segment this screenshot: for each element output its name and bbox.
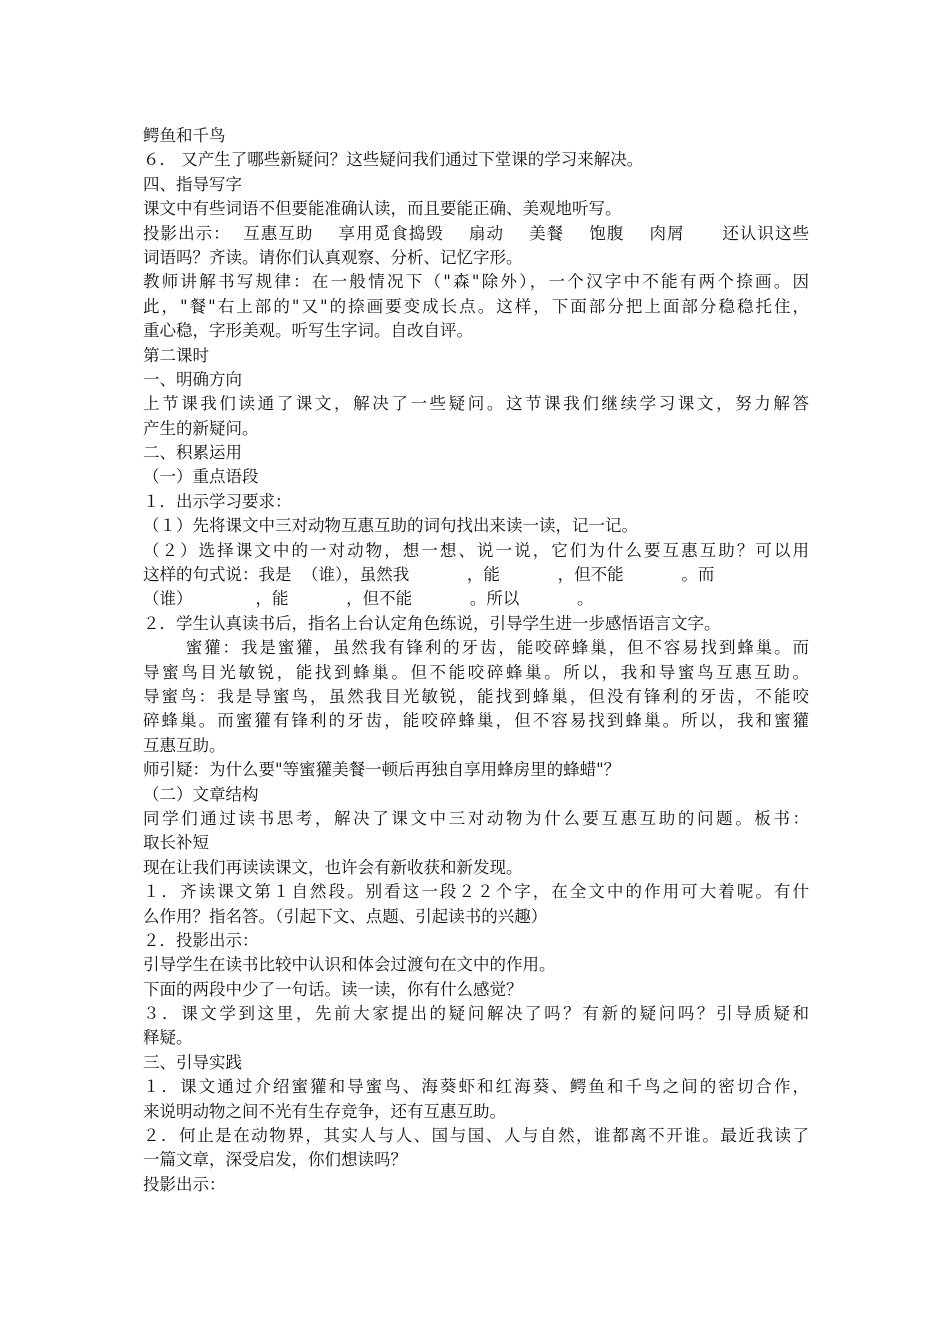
- text-line: 教师讲解书写规律：在一般情况下（"森"除外），一个汉字中不能有两个捺画。因: [143, 272, 809, 292]
- text-line: １．齐读课文第１自然段。别看这一段２２个字，在全文中的作用可大着呢。有什: [143, 882, 809, 902]
- text-line: 一篇文章，深受启发，你们想读吗？: [143, 1150, 407, 1170]
- text-line: ２．何止是在动物界，其实人与人、国与国、人与自然，谁都离不开谁。最近我读了: [143, 1126, 809, 1146]
- text-line: （谁） ，能 ，但不能 。所以 。: [143, 589, 594, 609]
- text-line: 第二课时: [143, 345, 209, 365]
- text-line: 鳄鱼和千鸟: [143, 126, 226, 145]
- text-line: 词语吗？齐读。请你们认真观察、分析、记忆字形。: [143, 247, 523, 267]
- text-line: 取长补短: [143, 833, 209, 853]
- text-line: 三、引导实践: [143, 1052, 242, 1072]
- text-line: 来说明动物之间不光有生存竞争，还有互惠互助。: [143, 1101, 506, 1121]
- text-line: 这样的句式说：我是 （谁），虽然我 ，能 ，但不能 。而: [143, 565, 715, 585]
- text-line: 一、明确方向: [143, 369, 242, 389]
- text-line: ２．学生认真读书后，指名上台认定角色练说，引导学生进一步感悟语言文字。: [143, 613, 721, 633]
- text-line: 导蜜鸟：我是导蜜鸟，虽然我目光敏锐，能找到蜂巢，但没有锋利的牙齿，不能咬: [143, 686, 809, 706]
- text-line: 投影出示：: [143, 1174, 226, 1194]
- text-line: 课文中有些词语不但要能准确认读，而且要能正确、美观地听写。: [143, 199, 622, 219]
- text-line: １．出示学习要求：: [143, 491, 292, 511]
- text-line: （一）重点语段: [143, 467, 259, 487]
- text-line: 引导学生在读书比较中认识和体会过渡句在文中的作用。: [143, 955, 556, 975]
- text-line: 四、指导写字: [143, 174, 242, 194]
- text-line: 释疑。: [143, 1028, 193, 1048]
- text-line: 么作用？指名答。（引起下文、点题、引起读书的兴趣）: [143, 906, 548, 926]
- document-body: [143, 124, 809, 1197]
- text-line: 碎蜂巢。而蜜獾有锋利的牙齿，能咬碎蜂巢，但不容易找到蜂巢。所以，我和蜜獾: [143, 711, 809, 731]
- text-line: 上节课我们读通了课文，解决了一些疑问。这节课我们继续学习课文，努力解答: [143, 394, 809, 414]
- text-line: ２．投影出示：: [143, 930, 259, 950]
- text-line: ３．课文学到这里，先前大家提出的疑问解决了吗？有新的疑问吗？引导质疑和: [143, 1004, 809, 1024]
- text-line: （二）文章结构: [143, 784, 259, 804]
- text-line: 此，"餐"右上部的"又"的捺画要变成长点。这样，下面部分把上面部分稳稳托住，: [143, 296, 809, 316]
- text-line: 蜜獾：我是蜜獾，虽然我有锋利的牙齿，能咬碎蜂巢，但不容易找到蜂巢。而: [143, 638, 809, 658]
- text-line: （１）先将课文中三对动物互惠互助的词句找出来读一读，记一记。: [143, 516, 638, 536]
- text-line: 投影出示： 互惠互助 享用觅食捣毁 扇动 美餐 饱腹 肉屑 还认识这些: [143, 223, 809, 243]
- text-line: 二、积累运用: [143, 443, 242, 463]
- text-line: 导蜜鸟目光敏锐，能找到蜂巢。但不能咬碎蜂巢。所以，我和导蜜鸟互惠互助。: [143, 662, 809, 682]
- text-line: 下面的两段中少了一句话。读一读，你有什么感觉？: [143, 979, 523, 999]
- text-line: （２）选择课文中的一对动物，想一想、说一说，它们为什么要互惠互助？可以用: [143, 540, 809, 560]
- text-line: 师引疑：为什么要"等蜜獾美餐一顿后再独自享用蜂房里的蜂蜡"？: [143, 760, 621, 780]
- text-line: ６． 又产生了哪些新疑问？这些疑问我们通过下堂课的学习来解决。: [143, 150, 644, 170]
- text-line: １．课文通过介绍蜜獾和导蜜鸟、海葵虾和红海葵、鳄鱼和千鸟之间的密切合作，: [143, 1077, 809, 1097]
- text-line: 互惠互助。: [143, 735, 226, 755]
- text-line: 现在让我们再读读课文，也许会有新收获和新发现。: [143, 857, 523, 877]
- text-line: 产生的新疑问。: [143, 418, 259, 438]
- text-line: 重心稳，字形美观。听写生字词。自改自评。: [143, 321, 473, 341]
- text-line: 同学们通过读书思考，解决了课文中三对动物为什么要互惠互助的问题。板书：: [143, 808, 809, 828]
